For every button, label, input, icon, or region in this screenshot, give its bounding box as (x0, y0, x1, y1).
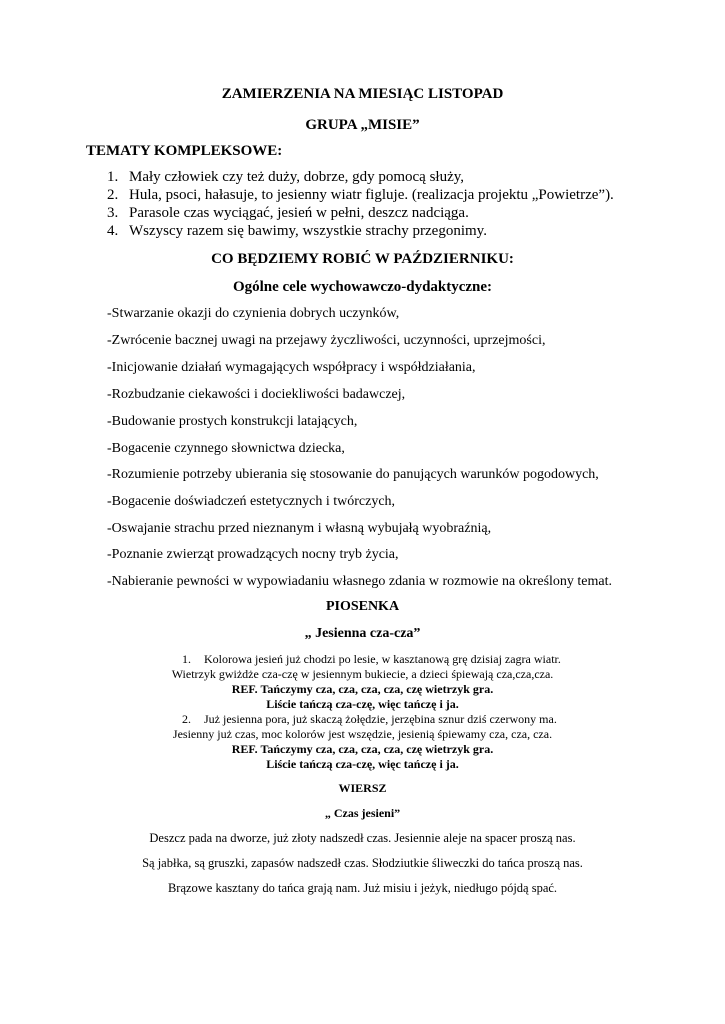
song-refrain-line: Liście tańczą cza-czę, więc tańczę i ja. (266, 697, 459, 711)
goal-item: -Zwrócenie bacznej uwagi na przejawy życzliwości, uczynności, uprzejmości, (107, 333, 546, 348)
song-verse-line: Jesienny już czas, moc kolorów jest wszędzie, jesienią śpiewamy cza, cza, cza. (172, 727, 553, 741)
song-verse-line: 2. Już jesienna pora, już skaczą żołędzie, jerzębina sznur dziś czerwony ma. (182, 712, 557, 726)
goals-subheading: Ogólne cele wychowawczo-dydaktyczne: (232, 279, 493, 295)
theme-number: 4. (107, 223, 119, 239)
goal-item: -Nabieranie pewności w wypowiadaniu własnego zdania w rozmowie na określony temat. (107, 574, 613, 589)
theme-text: Mały człowiek czy też duży, dobrze, gdy pomocą służy, (129, 169, 465, 185)
goal-item: -Rozbudzanie ciekawości i dociekliwości badawczej, (107, 387, 406, 402)
poem-line: Są jabłka, są gruszki, zapasów nadszedł czas. Słodziutkie śliweczki do tańca proszą nas. (142, 856, 583, 870)
goal-item: -Rozumienie potrzeby ubierania się stosowanie do panujących warunków pogodowych, (107, 467, 599, 482)
theme-text: Wszyscy razem się bawimy, wszystkie strachy przegonimy. (129, 223, 487, 239)
theme-text: Hula, psoci, hałasuje, to jesienny wiatr figluje. (realizacja projektu „Powietrze”). (129, 187, 614, 203)
poem-heading: WIERSZ (338, 781, 387, 795)
goal-item: -Bogacenie doświadczeń estetycznych i twórczych, (107, 494, 396, 509)
song-refrain-line: REF. Tańczymy cza, cza, cza, cza, czę wietrzyk gra. (231, 682, 494, 696)
goal-item: -Bogacenie czynnego słownictwa dziecka, (107, 441, 345, 456)
themes-heading: TEMATY KOMPLEKSOWE: (86, 143, 283, 159)
verse-number: 1. (182, 652, 191, 666)
song-title: „ Jesienna cza-cza” (304, 626, 421, 641)
theme-number: 2. (107, 187, 119, 203)
goal-item: -Poznanie zwierząt prowadzących nocny tryb życia, (107, 547, 399, 562)
theme-item (107, 205, 469, 222)
group-name: GRUPA „MISIE” (305, 117, 420, 133)
theme-item (107, 169, 464, 186)
verse-number: 2. (182, 712, 191, 726)
song-verse-line: Wietrzyk gwiżdże cza-czę w jesiennym bukiecie, a dzieci śpiewają cza,cza,cza. (171, 667, 554, 681)
goal-item: -Budowanie prostych konstrukcji latających, (107, 414, 358, 429)
poem-line: Deszcz pada na dworze, już złoty nadszedł czas. Jesiennie aleje na spacer proszą nas. (149, 831, 576, 845)
plans-heading: CO BĘDZIEMY ROBIĆ W PAŹDZIERNIKU: (211, 251, 514, 267)
goal-item: -Oswajanie strachu przed nieznanym i własną wybujałą wyobraźnią, (107, 521, 492, 536)
theme-number: 1. (107, 169, 119, 185)
song-refrain-line: REF. Tańczymy cza, cza, cza, cza, czę wietrzyk gra. (231, 742, 494, 756)
goal-item: -Stwarzanie okazji do czynienia dobrych uczynków, (107, 306, 400, 321)
theme-text: Parasole czas wyciągać, jesień w pełni, deszcz nadciąga. (129, 205, 469, 221)
poem-line: Brązowe kasztany do tańca grają nam. Już misiu i jeżyk, niedługo pójdą spać. (167, 881, 558, 895)
song-verse-line: 1. Kolorowa jesień już chodzi po lesie, w kasztanową grę dzisiaj zagra wiatr. (182, 652, 561, 666)
poem-title: „ Czas jesieni” (324, 806, 401, 820)
theme-item (107, 187, 614, 204)
theme-number: 3. (107, 205, 119, 221)
document-title: ZAMIERZENIA NA MIESIĄC LISTOPAD (221, 86, 504, 102)
theme-item (107, 223, 487, 240)
song-heading: PIOSENKA (325, 599, 400, 614)
song-refrain-line: Liście tańczą cza-czę, więc tańczę i ja. (266, 757, 459, 771)
goal-item: -Inicjowanie działań wymagających współpracy i współdziałania, (107, 360, 476, 375)
